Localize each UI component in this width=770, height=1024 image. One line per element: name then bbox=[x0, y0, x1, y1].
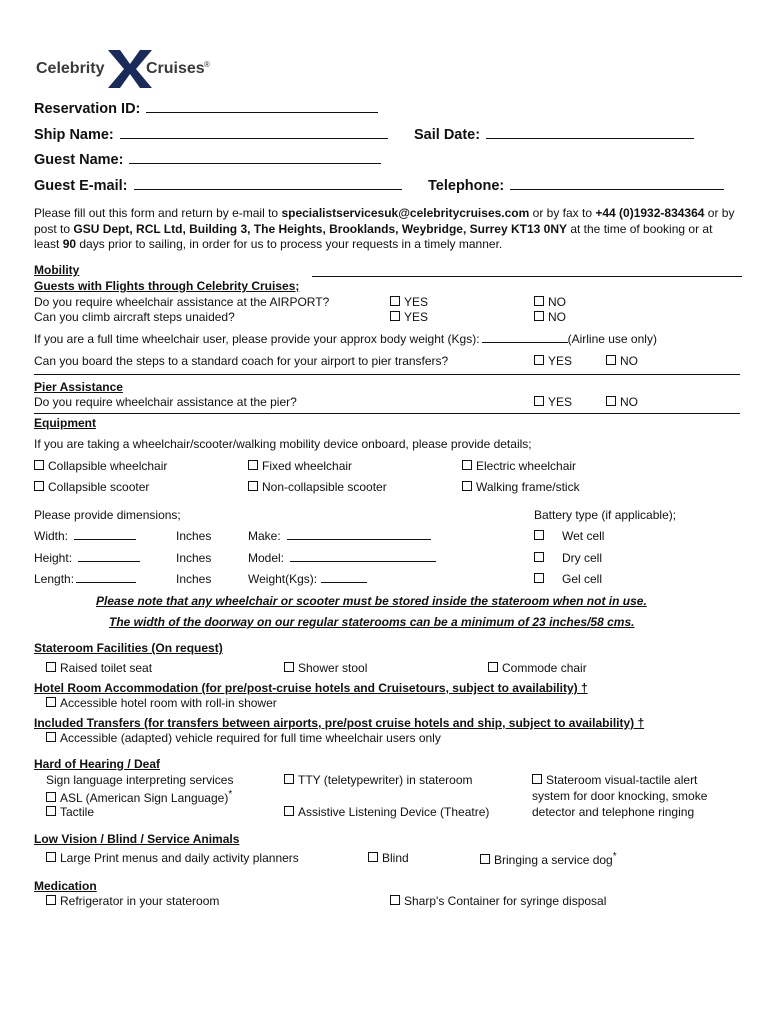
equipment-heading: Equipment bbox=[34, 416, 96, 430]
opt-shower-stool[interactable] bbox=[284, 661, 367, 675]
opt-commode-chair[interactable] bbox=[488, 661, 587, 675]
option-label: Collapsible scooter bbox=[48, 480, 150, 494]
option-label: Electric wheelchair bbox=[476, 459, 577, 473]
airline-use-note: (Airline use only) bbox=[567, 332, 657, 346]
opt-visual-tactile-alert[interactable] bbox=[532, 773, 697, 787]
make-field[interactable] bbox=[287, 538, 431, 540]
model-label: Model: bbox=[248, 551, 285, 565]
celebrity-cruises-logo bbox=[36, 46, 216, 90]
checkbox[interactable] bbox=[462, 481, 472, 491]
service-dog-asterisk: * bbox=[612, 851, 617, 862]
opt-blind[interactable] bbox=[368, 851, 409, 865]
airport-yes-label: YES bbox=[404, 295, 429, 309]
steps-no-option[interactable] bbox=[534, 310, 566, 324]
q-airport: Do you require wheelchair assistance at the AIRPORT? bbox=[34, 295, 330, 309]
checkbox[interactable] bbox=[284, 662, 294, 672]
checkbox[interactable] bbox=[534, 552, 544, 562]
checkbox[interactable] bbox=[368, 852, 378, 862]
battery-gel[interactable] bbox=[534, 572, 602, 586]
guest-email-label: Guest E-mail: bbox=[34, 178, 128, 194]
q-pier: Do you require wheelchair assistance at the pier? bbox=[34, 395, 297, 409]
steps-no-label: NO bbox=[548, 310, 566, 324]
checkbox[interactable] bbox=[480, 854, 490, 864]
pier-yes-label: YES bbox=[548, 395, 573, 409]
q-coach: Can you board the steps to a standard coach for your airport to pier transfers? bbox=[34, 354, 449, 368]
sail-date-field[interactable] bbox=[486, 137, 694, 139]
storage-note: Please note that any wheelchair or scooter must be stored inside the stateroom when not in use. bbox=[96, 594, 647, 608]
sail-date-label: Sail Date: bbox=[414, 127, 481, 143]
option-label: Blind bbox=[382, 851, 409, 865]
intro-fax: +44 (0)1932-834364 bbox=[595, 206, 705, 220]
option-label: Refrigerator in your stateroom bbox=[60, 894, 220, 908]
intro-text-4: at the time of booking or at least bbox=[34, 221, 713, 251]
checkbox[interactable] bbox=[46, 697, 56, 707]
coach-no-label: NO bbox=[620, 354, 638, 368]
checkbox[interactable] bbox=[534, 573, 544, 583]
option-label: Wet cell bbox=[562, 529, 605, 543]
alert-line-3: detector and telephone ringing bbox=[532, 805, 695, 819]
checkbox[interactable] bbox=[284, 806, 294, 816]
logo-word-cruises: Cruises bbox=[146, 60, 205, 77]
opt-service-dog[interactable] bbox=[480, 851, 617, 867]
sign-language-label: Sign language interpreting services bbox=[46, 773, 234, 787]
opt-collapsible-scooter[interactable] bbox=[34, 480, 149, 494]
opt-collapsible-wheelchair[interactable] bbox=[34, 459, 167, 473]
alert-line-2: system for door knocking, smoke bbox=[532, 789, 708, 803]
telephone-label: Telephone: bbox=[428, 178, 505, 194]
telephone-field[interactable] bbox=[510, 188, 724, 190]
make-row bbox=[248, 529, 431, 543]
guest-name-row bbox=[34, 152, 381, 168]
coach-yes-label: YES bbox=[548, 354, 573, 368]
width-unit: Inches bbox=[176, 529, 212, 543]
length-unit: Inches bbox=[176, 572, 212, 586]
telephone-row bbox=[428, 178, 724, 194]
opt-refrigerator[interactable] bbox=[46, 894, 219, 908]
intro-text-1: Please fill out this form and return by e-mail to bbox=[34, 206, 282, 220]
opt-fixed-wheelchair[interactable] bbox=[248, 459, 352, 473]
coach-yes-option[interactable] bbox=[534, 354, 572, 368]
q-aircraft-steps: Can you climb aircraft steps unaided? bbox=[34, 310, 235, 324]
battery-dry[interactable] bbox=[534, 551, 602, 565]
stateroom-heading: Stateroom Facilities (On request) bbox=[34, 641, 223, 655]
medication-heading: Medication bbox=[34, 879, 97, 893]
battery-label: Battery type (if applicable); bbox=[534, 508, 677, 522]
opt-walking-frame[interactable] bbox=[462, 480, 580, 494]
option-label: Tactile bbox=[60, 805, 95, 819]
option-label: Bringing a service dog bbox=[494, 853, 613, 867]
option-label: Accessible (adapted) vehicle required for full time wheelchair users only bbox=[60, 731, 441, 745]
weight-kgs-row bbox=[248, 572, 367, 586]
width-row bbox=[34, 529, 136, 543]
checkbox[interactable] bbox=[462, 460, 472, 470]
option-label: Shower stool bbox=[298, 661, 368, 675]
reservation-id-field[interactable] bbox=[146, 111, 378, 113]
checkbox[interactable] bbox=[46, 806, 56, 816]
divider-pier bbox=[34, 374, 740, 375]
option-label: Gel cell bbox=[562, 572, 603, 586]
checkbox[interactable] bbox=[46, 732, 56, 742]
opt-electric-wheelchair[interactable] bbox=[462, 459, 576, 473]
divider-equipment bbox=[34, 413, 740, 414]
guest-name-label: Guest Name: bbox=[34, 152, 124, 168]
body-weight-field[interactable] bbox=[482, 341, 568, 343]
checkbox[interactable] bbox=[248, 460, 258, 470]
option-label: Large Print menus and daily activity planners bbox=[60, 851, 299, 865]
airport-no-checkbox[interactable] bbox=[534, 296, 544, 306]
transfers-heading: Included Transfers (for transfers between airports, pre/post cruise hotels and ship, subject to availability) † bbox=[34, 716, 645, 730]
opt-tty[interactable] bbox=[284, 773, 473, 787]
reservation-id-label: Reservation ID: bbox=[34, 101, 141, 117]
checkbox[interactable] bbox=[532, 774, 542, 784]
option-label: Dry cell bbox=[562, 551, 603, 565]
intro-text-2: or by fax to bbox=[529, 206, 596, 220]
option-label: Fixed wheelchair bbox=[262, 459, 353, 473]
steps-yes-checkbox[interactable] bbox=[390, 311, 400, 321]
opt-raised-toilet-seat[interactable] bbox=[46, 661, 152, 675]
length-field[interactable] bbox=[76, 581, 136, 583]
option-label: Accessible hotel room with roll-in shower bbox=[60, 696, 277, 710]
sail-date-row bbox=[414, 127, 694, 143]
doorway-note: The width of the doorway on our regular staterooms can be a minimum of 23 inches/58 cms. bbox=[109, 615, 635, 629]
weight-row bbox=[34, 332, 657, 346]
intro-days: 90 bbox=[62, 237, 77, 251]
intro-address: GSU Dept, RCL Ltd, Building 3, The Heights, Brooklands, Weybridge, Surrey KT13 0NY bbox=[73, 221, 567, 236]
pier-heading: Pier Assistance bbox=[34, 380, 123, 394]
option-label: Assistive Listening Device (Theatre) bbox=[298, 805, 490, 819]
option-label: Walking frame/stick bbox=[476, 480, 580, 494]
model-row bbox=[248, 551, 436, 565]
checkbox[interactable] bbox=[34, 481, 44, 491]
option-label: Non-collapsible scooter bbox=[262, 480, 387, 494]
checkbox[interactable] bbox=[46, 852, 56, 862]
steps-yes-label: YES bbox=[404, 310, 429, 324]
option-label: Sharp's Container for syringe disposal bbox=[404, 894, 607, 908]
checkbox[interactable] bbox=[34, 460, 44, 470]
checkbox[interactable] bbox=[46, 662, 56, 672]
ship-name-label: Ship Name: bbox=[34, 127, 114, 143]
airport-no-option[interactable] bbox=[534, 295, 566, 309]
checkbox[interactable] bbox=[488, 662, 498, 672]
opt-non-collapsible-scooter[interactable] bbox=[248, 480, 387, 494]
option-label: Commode chair bbox=[502, 661, 587, 675]
option-label: Stateroom visual-tactile alert bbox=[546, 773, 698, 787]
opt-large-print[interactable] bbox=[46, 851, 299, 865]
hearing-heading: Hard of Hearing / Deaf bbox=[34, 757, 161, 771]
pier-yes-option[interactable] bbox=[534, 395, 572, 409]
intro-text-5: days prior to sailing, in order for us to process your requests in a timely manner. bbox=[76, 237, 503, 251]
flights-heading: Guests with Flights through Celebrity Cruises; bbox=[34, 279, 300, 293]
logo-word-celebrity: Celebrity bbox=[36, 60, 105, 77]
coach-no-option[interactable] bbox=[606, 354, 638, 368]
equipment-intro: If you are taking a wheelchair/scooter/walking mobility device onboard, please provide details; bbox=[34, 437, 532, 451]
guest-name-field[interactable] bbox=[129, 162, 381, 164]
height-unit: Inches bbox=[176, 551, 212, 565]
pier-no-checkbox[interactable] bbox=[606, 396, 616, 406]
opt-accessible-hotel-room[interactable] bbox=[46, 696, 277, 710]
pier-no-label: NO bbox=[620, 395, 638, 409]
battery-wet[interactable] bbox=[534, 529, 604, 543]
ship-name-field[interactable] bbox=[120, 137, 388, 139]
height-row bbox=[34, 551, 140, 565]
coach-yes-checkbox[interactable] bbox=[534, 355, 544, 365]
length-row bbox=[34, 572, 136, 586]
intro-email[interactable]: specialistservicesuk@celebritycruises.com bbox=[281, 206, 530, 220]
weight-kgs-field[interactable] bbox=[321, 581, 367, 583]
vision-heading: Low Vision / Blind / Service Animals bbox=[34, 832, 240, 846]
make-label: Make: bbox=[248, 529, 281, 543]
opt-assistive-listening[interactable] bbox=[284, 805, 489, 819]
opt-asl[interactable] bbox=[46, 789, 232, 805]
guest-email-field[interactable] bbox=[134, 188, 402, 190]
asl-asterisk: * bbox=[228, 789, 233, 800]
option-label: Raised toilet seat bbox=[60, 661, 153, 675]
intro-paragraph bbox=[34, 206, 739, 253]
weight-kgs-label: Weight(Kgs): bbox=[248, 572, 318, 586]
option-label: TTY (teletypewriter) in stateroom bbox=[298, 773, 473, 787]
height-label: Height: bbox=[34, 551, 73, 565]
model-field[interactable] bbox=[290, 560, 436, 562]
ship-name-row bbox=[34, 127, 388, 143]
dimensions-label: Please provide dimensions; bbox=[34, 508, 181, 522]
coach-no-checkbox[interactable] bbox=[606, 355, 616, 365]
height-field[interactable] bbox=[78, 560, 140, 562]
checkbox[interactable] bbox=[390, 895, 400, 905]
intro-text-3: or by post to bbox=[34, 206, 735, 236]
logo-registered-mark: ® bbox=[204, 60, 210, 69]
mobility-divider bbox=[312, 276, 742, 277]
length-label: Length: bbox=[34, 572, 75, 586]
pier-yes-checkbox[interactable] bbox=[534, 396, 544, 406]
airport-yes-option[interactable] bbox=[390, 295, 428, 309]
checkbox[interactable] bbox=[534, 530, 544, 540]
checkbox[interactable] bbox=[46, 895, 56, 905]
option-label: ASL (American Sign Language) bbox=[60, 791, 229, 805]
pier-no-option[interactable] bbox=[606, 395, 638, 409]
width-field[interactable] bbox=[74, 538, 136, 540]
option-label: Collapsible wheelchair bbox=[48, 459, 168, 473]
steps-no-checkbox[interactable] bbox=[534, 311, 544, 321]
mobility-heading: Mobility bbox=[34, 263, 80, 277]
checkbox[interactable] bbox=[248, 481, 258, 491]
opt-accessible-vehicle[interactable] bbox=[46, 731, 441, 745]
guest-email-row bbox=[34, 178, 402, 194]
hotel-heading: Hotel Room Accommodation (for pre/post-cruise hotels and Cruisetours, subject to availability) † bbox=[34, 681, 588, 695]
weight-question: If you are a full time wheelchair user, please provide your approx body weight (Kgs): bbox=[34, 332, 480, 346]
steps-yes-option[interactable] bbox=[390, 310, 428, 324]
checkbox[interactable] bbox=[284, 774, 294, 784]
airport-no-label: NO bbox=[548, 295, 566, 309]
opt-tactile[interactable] bbox=[46, 805, 94, 819]
opt-sharps-container[interactable] bbox=[390, 894, 606, 908]
reservation-id-row bbox=[34, 101, 378, 117]
width-label: Width: bbox=[34, 529, 69, 543]
checkbox[interactable] bbox=[46, 792, 56, 802]
airport-yes-checkbox[interactable] bbox=[390, 296, 400, 306]
